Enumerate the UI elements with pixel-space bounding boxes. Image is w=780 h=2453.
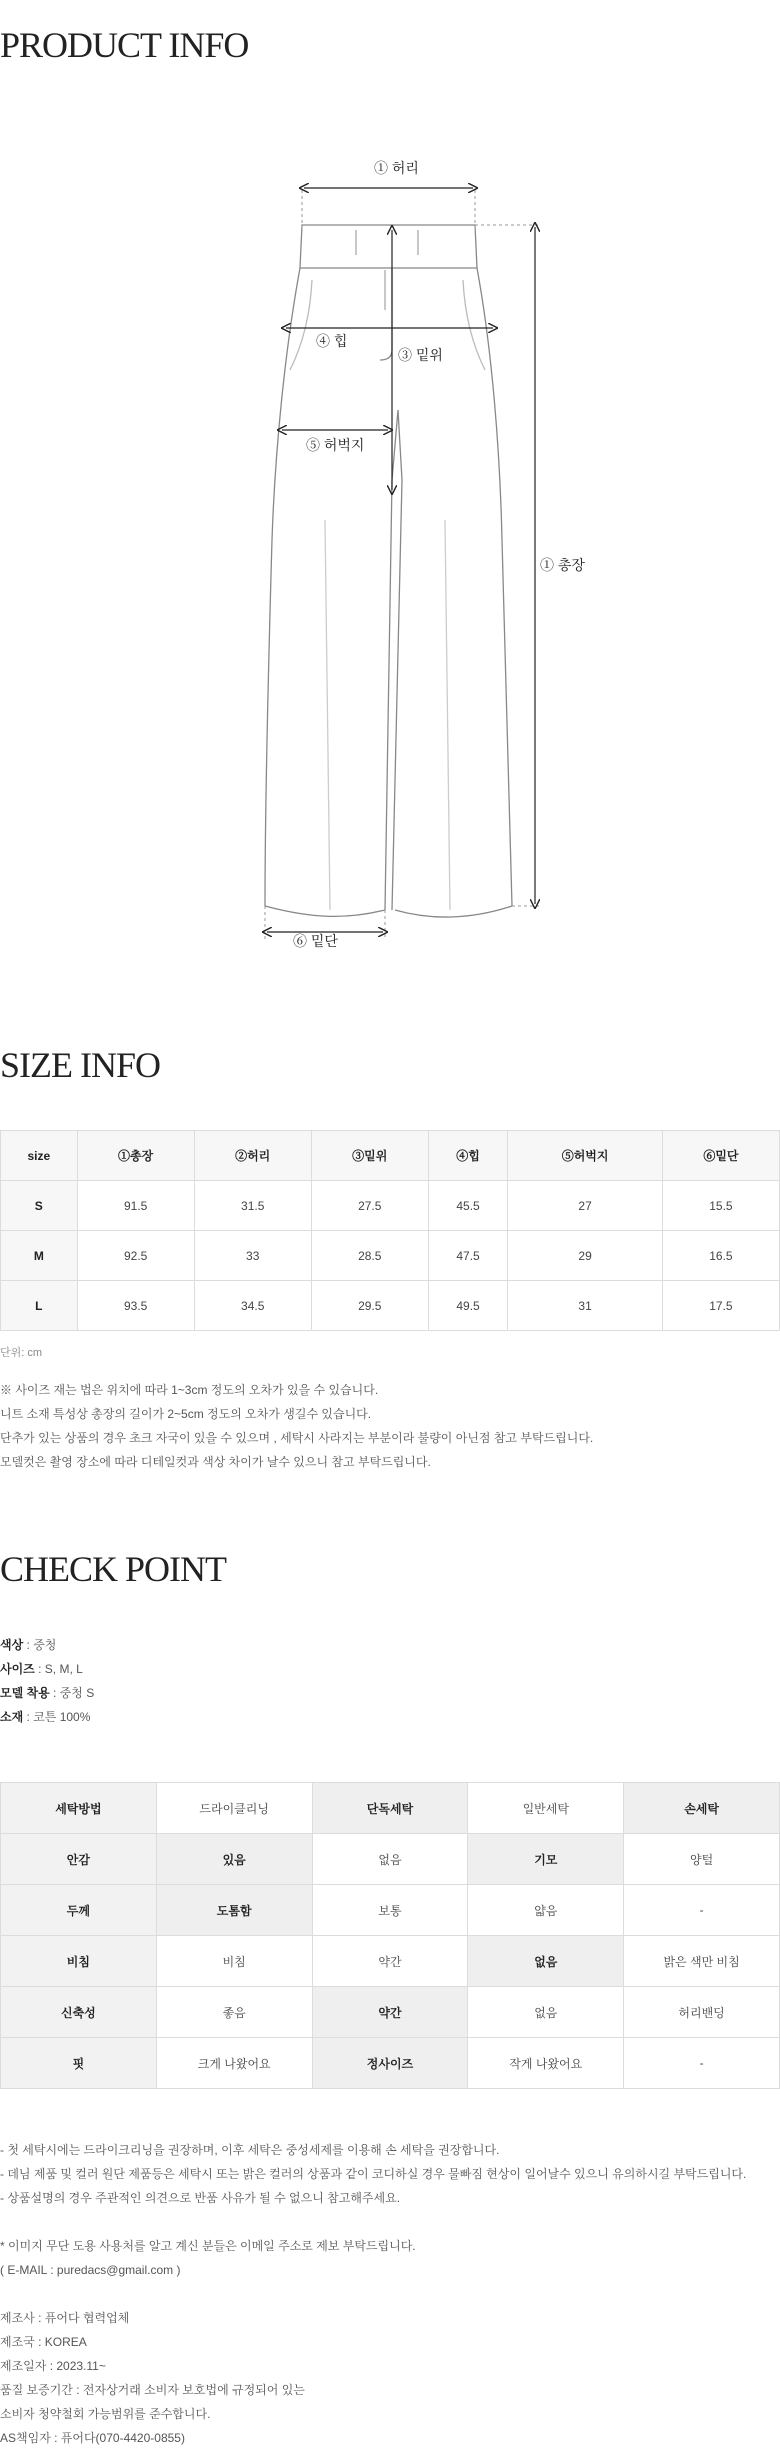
spec-item bbox=[0, 1636, 56, 1653]
size-value-cell: 27 bbox=[508, 1181, 663, 1231]
thigh-label: ⑤ 허벅지 bbox=[306, 437, 365, 453]
check-category-cell: 신축성 bbox=[1, 1987, 157, 2038]
copyright-notes bbox=[0, 2234, 416, 2282]
rise-label: ③ 밑위 bbox=[398, 347, 443, 363]
spec-value: : S, M, L bbox=[34, 1662, 83, 1676]
check-option-cell: 없음 bbox=[468, 1936, 624, 1987]
spec-item bbox=[0, 1660, 83, 1677]
check-row bbox=[1, 1987, 780, 2038]
size-value-cell: 33 bbox=[194, 1231, 311, 1281]
size-header-cell: ④힙 bbox=[428, 1131, 508, 1181]
size-note-line: 모델컷은 촬영 장소에 따라 디테일컷과 색상 차이가 날수 있으니 참고 부탁드립니다. bbox=[0, 1455, 431, 1469]
check-option-cell: 없음 bbox=[312, 1834, 468, 1885]
size-note-line: 니트 소재 특성상 총장의 길이가 2~5cm 정도의 오차가 생길수 있습니다. bbox=[0, 1407, 372, 1421]
check-option-cell: 정사이즈 bbox=[312, 2038, 468, 2089]
size-value-cell: 31 bbox=[508, 1281, 663, 1331]
copyright-note-line: ( E-MAIL : puredacs@gmail.com ) bbox=[0, 2263, 181, 2277]
check-category-cell: 비침 bbox=[1, 1936, 157, 1987]
check-category-cell: 핏 bbox=[1, 2038, 157, 2089]
check-option-cell: 약간 bbox=[312, 1936, 468, 1987]
pants-outline bbox=[265, 225, 512, 917]
check-option-cell: 일반세탁 bbox=[468, 1783, 624, 1834]
spec-label: 사이즈 bbox=[0, 1662, 35, 1676]
size-note-line: ※ 사이즈 재는 법은 위치에 따라 1~3cm 정도의 오차가 있을 수 있습니다. bbox=[0, 1383, 379, 1397]
check-row bbox=[1, 1885, 780, 1936]
size-header-cell: ②허리 bbox=[194, 1131, 311, 1181]
product-info-title: PRODUCT INFO bbox=[0, 25, 249, 65]
care-note-line: - 상품설명의 경우 주관적인 의견으로 반품 사유가 될 수 없으니 참고해주세요. bbox=[0, 2191, 401, 2205]
size-value-cell: 49.5 bbox=[428, 1281, 508, 1331]
size-value-cell: 28.5 bbox=[311, 1231, 428, 1281]
check-option-cell: 보통 bbox=[312, 1885, 468, 1936]
spec-item bbox=[0, 1684, 94, 1701]
spec-value: : 코튼 100% bbox=[23, 1710, 91, 1724]
check-option-cell: 없음 bbox=[468, 1987, 624, 2038]
size-row bbox=[1, 1181, 780, 1231]
company-info-line: AS책임자 : 퓨어다(070-4420-0855) bbox=[0, 2431, 185, 2445]
size-notes bbox=[0, 1378, 593, 1474]
care-notes bbox=[0, 2138, 746, 2210]
waist-label: ① 허리 bbox=[374, 160, 419, 176]
company-info-line: 제조일자 : 2023.11~ bbox=[0, 2359, 106, 2373]
check-option-cell: 드라이클리닝 bbox=[156, 1783, 312, 1834]
check-category-cell: 두께 bbox=[1, 1885, 157, 1936]
size-header-cell: ⑤허벅지 bbox=[508, 1131, 663, 1181]
check-category-cell: 안감 bbox=[1, 1834, 157, 1885]
size-value-cell: 15.5 bbox=[662, 1181, 779, 1231]
check-point-table bbox=[0, 1782, 780, 2089]
check-option-cell: 약간 bbox=[312, 1987, 468, 2038]
size-value-cell: 29 bbox=[508, 1231, 663, 1281]
check-row bbox=[1, 2038, 780, 2089]
care-note-line: - 첫 세탁시에는 드라이크리닝을 권장하며, 이후 세탁은 중성세제를 이용해 손 세탁을 권장합니다. bbox=[0, 2143, 500, 2157]
size-label-cell: S bbox=[1, 1181, 78, 1231]
check-option-cell: 허리밴딩 bbox=[624, 1987, 780, 2038]
size-value-cell: 92.5 bbox=[77, 1231, 194, 1281]
check-option-cell: 양털 bbox=[624, 1834, 780, 1885]
check-option-cell: 작게 나왔어요 bbox=[468, 2038, 624, 2089]
size-value-cell: 27.5 bbox=[311, 1181, 428, 1231]
size-info-title: SIZE INFO bbox=[0, 1045, 160, 1085]
spec-item bbox=[0, 1708, 90, 1725]
unit-label: 단위: cm bbox=[0, 1347, 43, 1359]
check-option-cell: 좋음 bbox=[156, 1987, 312, 2038]
hip-label: ④ 힙 bbox=[316, 333, 348, 349]
size-value-cell: 93.5 bbox=[77, 1281, 194, 1331]
size-value-cell: 34.5 bbox=[194, 1281, 311, 1331]
size-value-cell: 45.5 bbox=[428, 1181, 508, 1231]
company-info bbox=[0, 2306, 305, 2450]
check-option-cell: - bbox=[624, 2038, 780, 2089]
company-info-line: 소비자 청약철회 가능범위를 준수합니다. bbox=[0, 2407, 211, 2421]
pants-measurement-diagram bbox=[0, 120, 780, 980]
company-info-line: 제조국 : KOREA bbox=[0, 2335, 87, 2349]
spec-label: 색상 bbox=[0, 1638, 24, 1652]
check-option-cell: 비침 bbox=[156, 1936, 312, 1987]
size-value-cell: 16.5 bbox=[662, 1231, 779, 1281]
check-option-cell: - bbox=[624, 1885, 780, 1936]
size-table bbox=[0, 1130, 780, 1331]
care-note-line: - 데님 제품 및 컬러 원단 제품등은 세탁시 또는 밝은 컬러의 상품과 같이 코디하실 경우 물빠짐 현상이 일어날수 있으니 유의하시길 부탁드립니다. bbox=[0, 2167, 747, 2181]
spec-value: : 중청 S bbox=[49, 1686, 95, 1700]
company-info-line: 제조사 : 퓨어다 협력업체 bbox=[0, 2311, 130, 2325]
size-table-header-row bbox=[1, 1131, 780, 1181]
check-option-cell: 얇음 bbox=[468, 1885, 624, 1936]
check-point-title: CHECK POINT bbox=[0, 1549, 227, 1589]
check-option-cell: 단독세탁 bbox=[312, 1783, 468, 1834]
hem-label: ⑥ 밑단 bbox=[293, 933, 338, 949]
size-value-cell: 91.5 bbox=[77, 1181, 194, 1231]
size-value-cell: 29.5 bbox=[311, 1281, 428, 1331]
size-header-cell: ①총장 bbox=[77, 1131, 194, 1181]
size-value-cell: 17.5 bbox=[662, 1281, 779, 1331]
check-row bbox=[1, 1783, 780, 1834]
size-value-cell: 31.5 bbox=[194, 1181, 311, 1231]
check-option-cell: 밝은 색만 비침 bbox=[624, 1936, 780, 1987]
size-value-cell: 47.5 bbox=[428, 1231, 508, 1281]
size-label-cell: L bbox=[1, 1281, 78, 1331]
length-label: ① 총장 bbox=[540, 557, 585, 573]
check-option-cell: 크게 나왔어요 bbox=[156, 2038, 312, 2089]
spec-value: : 중청 bbox=[23, 1638, 57, 1652]
size-note-line: 단추가 있는 상품의 경우 초크 자국이 있을 수 있으며 , 세탁시 사라지는 부분이라 불량이 아닌점 참고 부탁드립니다. bbox=[0, 1431, 594, 1445]
size-header-cell: ③밑위 bbox=[311, 1131, 428, 1181]
copyright-note-line: * 이미지 무단 도용 사용처를 알고 계신 분들은 이메일 주소로 제보 부탁드립니다. bbox=[0, 2239, 416, 2253]
company-info-line: 품질 보증기간 : 전자상거래 소비자 보호법에 규정되어 있는 bbox=[0, 2383, 305, 2397]
spec-label: 소재 bbox=[0, 1710, 24, 1724]
size-row bbox=[1, 1231, 780, 1281]
size-header-cell: ⑥밑단 bbox=[662, 1131, 779, 1181]
check-category-cell: 세탁방법 bbox=[1, 1783, 157, 1834]
check-row bbox=[1, 1834, 780, 1885]
size-row bbox=[1, 1281, 780, 1331]
spec-label: 모델 착용 bbox=[0, 1686, 50, 1700]
check-option-cell: 손세탁 bbox=[624, 1783, 780, 1834]
check-row bbox=[1, 1936, 780, 1987]
size-header-cell: size bbox=[1, 1131, 78, 1181]
check-option-cell: 기모 bbox=[468, 1834, 624, 1885]
check-option-cell: 도톰함 bbox=[156, 1885, 312, 1936]
check-option-cell: 있음 bbox=[156, 1834, 312, 1885]
size-label-cell: M bbox=[1, 1231, 78, 1281]
